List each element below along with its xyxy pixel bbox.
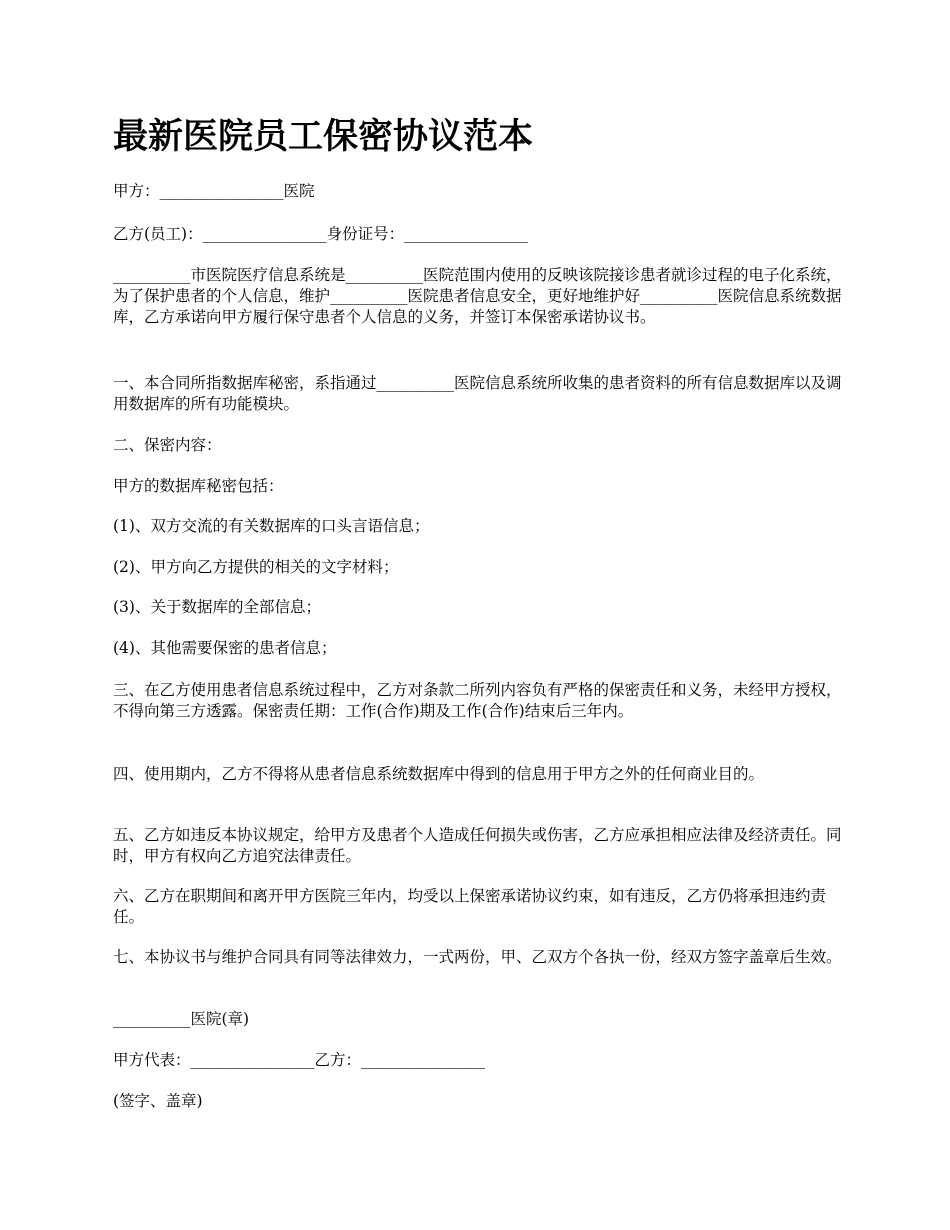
clause-2-heading: 二、保密内容： — [113, 436, 222, 454]
clause-5: 五、乙方如违反本协议规定，给甲方及患者个人造成任何损失或伤害，乙方应承担相应法律及经济责任。同时，甲方有权向乙方追究法律责任。 — [113, 826, 842, 865]
list-item: (1)、双方交流的有关数据库的口头言语信息； — [113, 517, 430, 535]
representatives-line: 甲方代表：________________乙方：________________ — [113, 1051, 486, 1069]
list-item: (4)、其他需要保密的患者信息； — [113, 639, 337, 657]
clause-7: 七、本协议书与维护合同具有同等法律效力，一式两份，甲、乙双方个各执一份，经双方签字盖章后生效。 — [113, 948, 842, 966]
list-item: (3)、关于数据库的全部信息； — [113, 598, 321, 616]
clause-2-lead: 甲方的数据库秘密包括： — [113, 477, 284, 495]
clause-3: 三、在乙方使用患者信息系统过程中，乙方对条款二所列内容负有严格的保密责任和义务，未经甲方授权，不得向第三方透露。保密责任期：工作(合作)期及工作(合作)结束后三年内。 — [113, 681, 842, 720]
party-b-line: 乙方(员工)：________________身份证号：________________ — [113, 225, 529, 243]
party-a-line: 甲方：________________医院 — [113, 182, 315, 200]
intro-paragraph: __________市医院医疗信息系统是__________医院范围内使用的反映该院接诊患者就诊过程的电子化系统，为了保护患者的个人信息，维护__________医院患者信息安全，更好地维护好__________医院信息系统数据库，乙方承诺向甲方履行保守患者个人信息的义务，并签订本保密承诺协议书。 — [113, 266, 842, 326]
sign-note: (签字、盖章) — [113, 1092, 203, 1110]
clause-6: 六、乙方在职期间和离开甲方医院三年内，均受以上保密承诺协议约束，如有违反，乙方仍将承担违约责任。 — [113, 887, 827, 926]
hospital-seal-line: __________医院(章) — [113, 1010, 250, 1028]
clause-1: 一、本合同所指数据库秘密，系指通过__________医院信息系统所收集的患者资料的所有信息数据库以及调用数据库的所有功能模块。 — [113, 374, 842, 413]
clause-4: 四、使用期内，乙方不得将从患者信息系统数据库中得到的信息用于甲方之外的任何商业目的。 — [113, 765, 765, 783]
list-item: (2)、甲方向乙方提供的相关的文字材料； — [113, 558, 399, 576]
document-title: 最新医院员工保密协议范本 — [113, 117, 534, 157]
